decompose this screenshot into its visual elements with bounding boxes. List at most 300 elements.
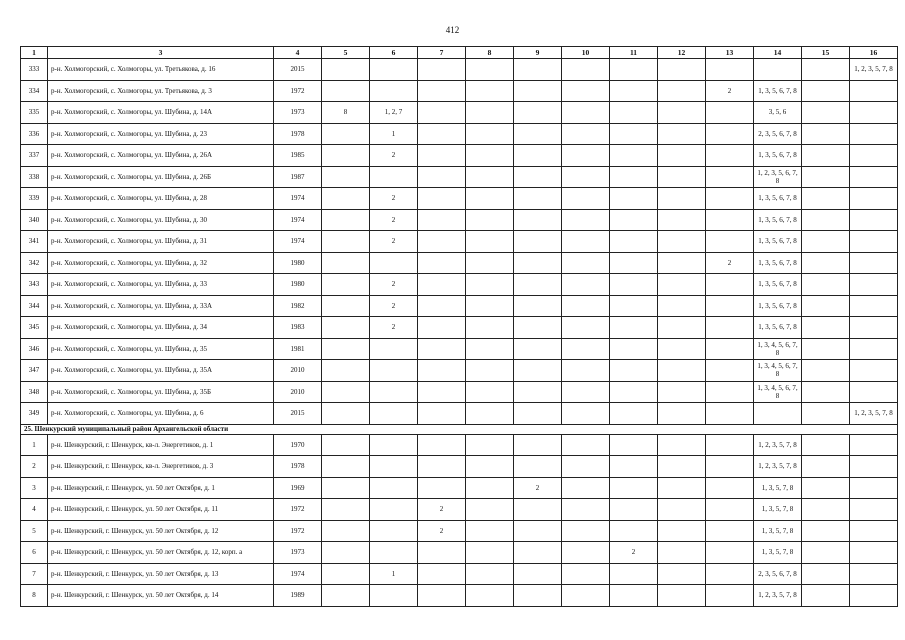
col10-cell bbox=[562, 209, 610, 231]
col6-cell bbox=[370, 542, 418, 564]
col11-cell bbox=[610, 166, 658, 188]
col8-cell bbox=[466, 520, 514, 542]
col9-cell bbox=[514, 563, 562, 585]
col5-cell bbox=[322, 499, 370, 521]
column-header: 6 bbox=[370, 47, 418, 59]
row-number: 339 bbox=[21, 188, 48, 210]
col7-cell bbox=[418, 295, 466, 317]
col5-cell bbox=[322, 231, 370, 253]
col9-cell bbox=[514, 456, 562, 478]
row-number: 335 bbox=[21, 102, 48, 124]
col10-cell bbox=[562, 360, 610, 382]
col10-cell bbox=[562, 145, 610, 167]
col8-cell bbox=[466, 166, 514, 188]
address-cell: р-н. Холмогорский, с. Холмогоры, ул. Шубина, д. 14А bbox=[48, 102, 274, 124]
col5-cell bbox=[322, 585, 370, 607]
address-cell: р-н. Холмогорский, с. Холмогоры, ул. Шубина, д. 33 bbox=[48, 274, 274, 296]
col12-cell bbox=[658, 520, 706, 542]
col6-cell bbox=[370, 520, 418, 542]
col11-cell bbox=[610, 338, 658, 360]
col8-cell bbox=[466, 585, 514, 607]
col11-cell bbox=[610, 252, 658, 274]
col5-cell bbox=[322, 381, 370, 403]
col12-cell bbox=[658, 145, 706, 167]
year-cell: 1974 bbox=[274, 209, 322, 231]
column-header-row bbox=[21, 47, 898, 59]
col11-cell bbox=[610, 188, 658, 210]
col12-cell bbox=[658, 166, 706, 188]
col5-cell: 8 bbox=[322, 102, 370, 124]
col8-cell bbox=[466, 295, 514, 317]
col6-cell bbox=[370, 166, 418, 188]
column-header: 11 bbox=[610, 47, 658, 59]
col9-cell bbox=[514, 360, 562, 382]
col6-cell: 2 bbox=[370, 274, 418, 296]
row-number: 348 bbox=[21, 381, 48, 403]
col10-cell bbox=[562, 338, 610, 360]
col9-cell bbox=[514, 80, 562, 102]
col11-cell bbox=[610, 477, 658, 499]
col13-cell bbox=[706, 381, 754, 403]
year-cell: 1973 bbox=[274, 102, 322, 124]
col7-cell bbox=[418, 123, 466, 145]
housing-register-table bbox=[20, 46, 898, 607]
column-header: 13 bbox=[706, 47, 754, 59]
col16-cell bbox=[850, 145, 898, 167]
column-header: 1 bbox=[21, 47, 48, 59]
year-cell: 2015 bbox=[274, 403, 322, 425]
year-cell: 1981 bbox=[274, 338, 322, 360]
col16-cell bbox=[850, 542, 898, 564]
col15-cell bbox=[802, 563, 850, 585]
col7-cell: 2 bbox=[418, 520, 466, 542]
col12-cell bbox=[658, 338, 706, 360]
col7-cell bbox=[418, 231, 466, 253]
col15-cell bbox=[802, 360, 850, 382]
col15-cell bbox=[802, 252, 850, 274]
col7-cell bbox=[418, 59, 466, 81]
col10-cell bbox=[562, 499, 610, 521]
row-number: 334 bbox=[21, 80, 48, 102]
year-cell: 1972 bbox=[274, 499, 322, 521]
col5-cell bbox=[322, 338, 370, 360]
row-number: 1 bbox=[21, 434, 48, 456]
col12-cell bbox=[658, 403, 706, 425]
col7-cell bbox=[418, 252, 466, 274]
col16-cell bbox=[850, 274, 898, 296]
col10-cell bbox=[562, 434, 610, 456]
col7-cell bbox=[418, 209, 466, 231]
table-body-kholmogory bbox=[21, 59, 898, 425]
col6-cell: 2 bbox=[370, 209, 418, 231]
col5-cell bbox=[322, 252, 370, 274]
column-header: 12 bbox=[658, 47, 706, 59]
address-cell: р-н. Шенкурский, г. Шенкурск, ул. 50 лет Октября, д. 1 bbox=[48, 477, 274, 499]
row-number: 341 bbox=[21, 231, 48, 253]
column-header: 5 bbox=[322, 47, 370, 59]
col6-cell: 1 bbox=[370, 123, 418, 145]
col12-cell bbox=[658, 381, 706, 403]
col16-cell bbox=[850, 252, 898, 274]
col11-cell bbox=[610, 585, 658, 607]
col16-cell bbox=[850, 360, 898, 382]
column-header: 14 bbox=[754, 47, 802, 59]
address-cell: р-н. Шенкурский, г. Шенкурск, ул. 50 лет Октября, д. 13 bbox=[48, 563, 274, 585]
col9-cell bbox=[514, 338, 562, 360]
col9-cell bbox=[514, 123, 562, 145]
col12-cell bbox=[658, 360, 706, 382]
section-row bbox=[21, 424, 898, 434]
col10-cell bbox=[562, 59, 610, 81]
col13-cell bbox=[706, 317, 754, 339]
table-row bbox=[21, 59, 898, 81]
row-number: 5 bbox=[21, 520, 48, 542]
col7-cell bbox=[418, 542, 466, 564]
col13-cell bbox=[706, 360, 754, 382]
col8-cell bbox=[466, 542, 514, 564]
table-row bbox=[21, 209, 898, 231]
col12-cell bbox=[658, 274, 706, 296]
col7-cell: 2 bbox=[418, 499, 466, 521]
col11-cell bbox=[610, 381, 658, 403]
table-row bbox=[21, 360, 898, 382]
address-cell: р-н. Холмогорский, с. Холмогоры, ул. Третьякова, д. 16 bbox=[48, 59, 274, 81]
row-number: 340 bbox=[21, 209, 48, 231]
col7-cell bbox=[418, 563, 466, 585]
col15-cell bbox=[802, 102, 850, 124]
col8-cell bbox=[466, 403, 514, 425]
table-row bbox=[21, 477, 898, 499]
col14-cell: 1, 3, 5, 7, 8 bbox=[754, 477, 802, 499]
row-number: 345 bbox=[21, 317, 48, 339]
col12-cell bbox=[658, 80, 706, 102]
col13-cell: 2 bbox=[706, 252, 754, 274]
col7-cell bbox=[418, 360, 466, 382]
row-number: 346 bbox=[21, 338, 48, 360]
col8-cell bbox=[466, 360, 514, 382]
year-cell: 1974 bbox=[274, 231, 322, 253]
address-cell: р-н. Шенкурский, г. Шенкурск, кв-л. Энергетиков, д. 1 bbox=[48, 434, 274, 456]
col6-cell bbox=[370, 252, 418, 274]
row-number: 7 bbox=[21, 563, 48, 585]
address-cell: р-н. Холмогорский, с. Холмогоры, ул. Шубина, д. 26А bbox=[48, 145, 274, 167]
col10-cell bbox=[562, 188, 610, 210]
col16-cell bbox=[850, 585, 898, 607]
col12-cell bbox=[658, 102, 706, 124]
col15-cell bbox=[802, 499, 850, 521]
table-row bbox=[21, 563, 898, 585]
col16-cell bbox=[850, 499, 898, 521]
col13-cell bbox=[706, 59, 754, 81]
table-body-section bbox=[21, 424, 898, 434]
col16-cell bbox=[850, 209, 898, 231]
col10-cell bbox=[562, 563, 610, 585]
col5-cell bbox=[322, 477, 370, 499]
year-cell: 1983 bbox=[274, 317, 322, 339]
col7-cell bbox=[418, 477, 466, 499]
col6-cell bbox=[370, 477, 418, 499]
col5-cell bbox=[322, 317, 370, 339]
col13-cell bbox=[706, 145, 754, 167]
col5-cell bbox=[322, 59, 370, 81]
year-cell: 1978 bbox=[274, 456, 322, 478]
col15-cell bbox=[802, 209, 850, 231]
col6-cell bbox=[370, 499, 418, 521]
col10-cell bbox=[562, 274, 610, 296]
col14-cell: 3, 5, 6 bbox=[754, 102, 802, 124]
col6-cell bbox=[370, 80, 418, 102]
col8-cell bbox=[466, 209, 514, 231]
col15-cell bbox=[802, 585, 850, 607]
col15-cell bbox=[802, 80, 850, 102]
row-number: 333 bbox=[21, 59, 48, 81]
col6-cell: 2 bbox=[370, 295, 418, 317]
col13-cell bbox=[706, 274, 754, 296]
col5-cell bbox=[322, 542, 370, 564]
row-number: 343 bbox=[21, 274, 48, 296]
section-title: 25. Шенкурский муниципальный район Архангельской области bbox=[21, 424, 898, 434]
col14-cell bbox=[754, 403, 802, 425]
col6-cell: 2 bbox=[370, 231, 418, 253]
col13-cell: 2 bbox=[706, 80, 754, 102]
row-number: 338 bbox=[21, 166, 48, 188]
table-row bbox=[21, 434, 898, 456]
col15-cell bbox=[802, 59, 850, 81]
col12-cell bbox=[658, 477, 706, 499]
col5-cell bbox=[322, 123, 370, 145]
col13-cell bbox=[706, 477, 754, 499]
col15-cell bbox=[802, 434, 850, 456]
col11-cell bbox=[610, 456, 658, 478]
year-cell: 1972 bbox=[274, 520, 322, 542]
col10-cell bbox=[562, 381, 610, 403]
col16-cell bbox=[850, 434, 898, 456]
col11-cell bbox=[610, 499, 658, 521]
address-cell: р-н. Холмогорский, с. Холмогоры, ул. Шубина, д. 32 bbox=[48, 252, 274, 274]
col9-cell bbox=[514, 102, 562, 124]
col13-cell bbox=[706, 403, 754, 425]
col6-cell bbox=[370, 403, 418, 425]
year-cell: 1978 bbox=[274, 123, 322, 145]
col12-cell bbox=[658, 295, 706, 317]
col7-cell bbox=[418, 456, 466, 478]
address-cell: р-н. Холмогорский, с. Холмогоры, ул. Шубина, д. 6 bbox=[48, 403, 274, 425]
table-row bbox=[21, 274, 898, 296]
col8-cell bbox=[466, 317, 514, 339]
col13-cell bbox=[706, 295, 754, 317]
col16-cell bbox=[850, 295, 898, 317]
table-row bbox=[21, 520, 898, 542]
col14-cell: 1, 3, 5, 6, 7, 8 bbox=[754, 209, 802, 231]
col7-cell bbox=[418, 434, 466, 456]
col7-cell bbox=[418, 585, 466, 607]
col14-cell: 2, 3, 5, 6, 7, 8 bbox=[754, 123, 802, 145]
col12-cell bbox=[658, 456, 706, 478]
col13-cell bbox=[706, 102, 754, 124]
col16-cell bbox=[850, 188, 898, 210]
col11-cell bbox=[610, 295, 658, 317]
col11-cell bbox=[610, 145, 658, 167]
table-body-shenkursk bbox=[21, 434, 898, 606]
col9-cell bbox=[514, 145, 562, 167]
col15-cell bbox=[802, 166, 850, 188]
col16-cell bbox=[850, 563, 898, 585]
col14-cell: 1, 3, 5, 6, 7, 8 bbox=[754, 80, 802, 102]
col14-cell: 1, 3, 5, 6, 7, 8 bbox=[754, 252, 802, 274]
col9-cell bbox=[514, 274, 562, 296]
col9-cell bbox=[514, 520, 562, 542]
col7-cell bbox=[418, 145, 466, 167]
col12-cell bbox=[658, 317, 706, 339]
col8-cell bbox=[466, 456, 514, 478]
col9-cell bbox=[514, 499, 562, 521]
address-cell: р-н. Шенкурский, г. Шенкурск, ул. 50 лет Октября, д. 12 bbox=[48, 520, 274, 542]
col5-cell bbox=[322, 360, 370, 382]
col15-cell bbox=[802, 542, 850, 564]
col10-cell bbox=[562, 166, 610, 188]
address-cell: р-н. Холмогорский, с. Холмогоры, ул. Шубина, д. 33А bbox=[48, 295, 274, 317]
year-cell: 2015 bbox=[274, 59, 322, 81]
col13-cell bbox=[706, 188, 754, 210]
col16-cell bbox=[850, 123, 898, 145]
col11-cell: 2 bbox=[610, 542, 658, 564]
col14-cell: 1, 3, 5, 7, 8 bbox=[754, 542, 802, 564]
col12-cell bbox=[658, 542, 706, 564]
col15-cell bbox=[802, 520, 850, 542]
col7-cell bbox=[418, 317, 466, 339]
address-cell: р-н. Холмогорский, с. Холмогоры, ул. Шубина, д. 35Б bbox=[48, 381, 274, 403]
col8-cell bbox=[466, 123, 514, 145]
address-cell: р-н. Холмогорский, с. Холмогоры, ул. Шубина, д. 34 bbox=[48, 317, 274, 339]
row-number: 349 bbox=[21, 403, 48, 425]
col9-cell bbox=[514, 295, 562, 317]
row-number: 2 bbox=[21, 456, 48, 478]
col15-cell bbox=[802, 338, 850, 360]
col16-cell bbox=[850, 338, 898, 360]
row-number: 347 bbox=[21, 360, 48, 382]
col6-cell: 1 bbox=[370, 563, 418, 585]
col15-cell bbox=[802, 274, 850, 296]
col6-cell bbox=[370, 585, 418, 607]
col6-cell: 2 bbox=[370, 188, 418, 210]
col8-cell bbox=[466, 145, 514, 167]
year-cell: 1985 bbox=[274, 145, 322, 167]
year-cell: 1980 bbox=[274, 252, 322, 274]
col11-cell bbox=[610, 434, 658, 456]
col7-cell bbox=[418, 80, 466, 102]
col5-cell bbox=[322, 166, 370, 188]
col12-cell bbox=[658, 252, 706, 274]
col8-cell bbox=[466, 188, 514, 210]
col7-cell bbox=[418, 274, 466, 296]
col14-cell: 1, 3, 5, 6, 7, 8 bbox=[754, 317, 802, 339]
col14-cell: 1, 3, 5, 6, 7, 8 bbox=[754, 188, 802, 210]
col9-cell bbox=[514, 188, 562, 210]
col16-cell bbox=[850, 102, 898, 124]
col14-cell: 1, 3, 5, 7, 8 bbox=[754, 499, 802, 521]
col6-cell: 1, 2, 7 bbox=[370, 102, 418, 124]
col5-cell bbox=[322, 145, 370, 167]
table-row bbox=[21, 381, 898, 403]
col6-cell: 2 bbox=[370, 145, 418, 167]
col5-cell bbox=[322, 295, 370, 317]
table-row bbox=[21, 145, 898, 167]
col10-cell bbox=[562, 317, 610, 339]
col9-cell bbox=[514, 403, 562, 425]
col16-cell bbox=[850, 80, 898, 102]
col6-cell bbox=[370, 360, 418, 382]
col9-cell bbox=[514, 381, 562, 403]
col13-cell bbox=[706, 456, 754, 478]
col10-cell bbox=[562, 231, 610, 253]
col7-cell bbox=[418, 381, 466, 403]
col14-cell: 1, 3, 4, 5, 6, 7, 8 bbox=[754, 360, 802, 382]
row-number: 337 bbox=[21, 145, 48, 167]
col9-cell bbox=[514, 252, 562, 274]
col13-cell bbox=[706, 499, 754, 521]
col11-cell bbox=[610, 563, 658, 585]
col9-cell bbox=[514, 434, 562, 456]
col12-cell bbox=[658, 563, 706, 585]
table-row bbox=[21, 188, 898, 210]
table-row bbox=[21, 542, 898, 564]
row-number: 342 bbox=[21, 252, 48, 274]
col15-cell bbox=[802, 188, 850, 210]
table-row bbox=[21, 585, 898, 607]
col16-cell bbox=[850, 317, 898, 339]
col8-cell bbox=[466, 274, 514, 296]
row-number: 6 bbox=[21, 542, 48, 564]
col5-cell bbox=[322, 80, 370, 102]
col9-cell bbox=[514, 231, 562, 253]
col13-cell bbox=[706, 209, 754, 231]
col14-cell: 1, 3, 5, 7, 8 bbox=[754, 520, 802, 542]
col6-cell bbox=[370, 381, 418, 403]
col7-cell bbox=[418, 166, 466, 188]
col11-cell bbox=[610, 80, 658, 102]
table-row bbox=[21, 456, 898, 478]
col15-cell bbox=[802, 123, 850, 145]
col13-cell bbox=[706, 123, 754, 145]
col5-cell bbox=[322, 403, 370, 425]
address-cell: р-н. Холмогорский, с. Холмогоры, ул. Третьякова, д. 3 bbox=[48, 80, 274, 102]
col10-cell bbox=[562, 456, 610, 478]
col15-cell bbox=[802, 381, 850, 403]
col8-cell bbox=[466, 59, 514, 81]
col16-cell bbox=[850, 520, 898, 542]
col14-cell bbox=[754, 59, 802, 81]
col12-cell bbox=[658, 123, 706, 145]
col15-cell bbox=[802, 145, 850, 167]
col16-cell bbox=[850, 231, 898, 253]
table-row bbox=[21, 403, 898, 425]
column-header: 3 bbox=[48, 47, 274, 59]
col5-cell bbox=[322, 434, 370, 456]
year-cell: 1974 bbox=[274, 563, 322, 585]
table-row bbox=[21, 499, 898, 521]
address-cell: р-н. Шенкурский, г. Шенкурск, кв-л. Энергетиков, д. 3 bbox=[48, 456, 274, 478]
page-number: 412 bbox=[445, 25, 460, 35]
col15-cell bbox=[802, 477, 850, 499]
col11-cell bbox=[610, 274, 658, 296]
col8-cell bbox=[466, 477, 514, 499]
col15-cell bbox=[802, 456, 850, 478]
col12-cell bbox=[658, 59, 706, 81]
row-number: 3 bbox=[21, 477, 48, 499]
col8-cell bbox=[466, 381, 514, 403]
year-cell: 1973 bbox=[274, 542, 322, 564]
col8-cell bbox=[466, 563, 514, 585]
